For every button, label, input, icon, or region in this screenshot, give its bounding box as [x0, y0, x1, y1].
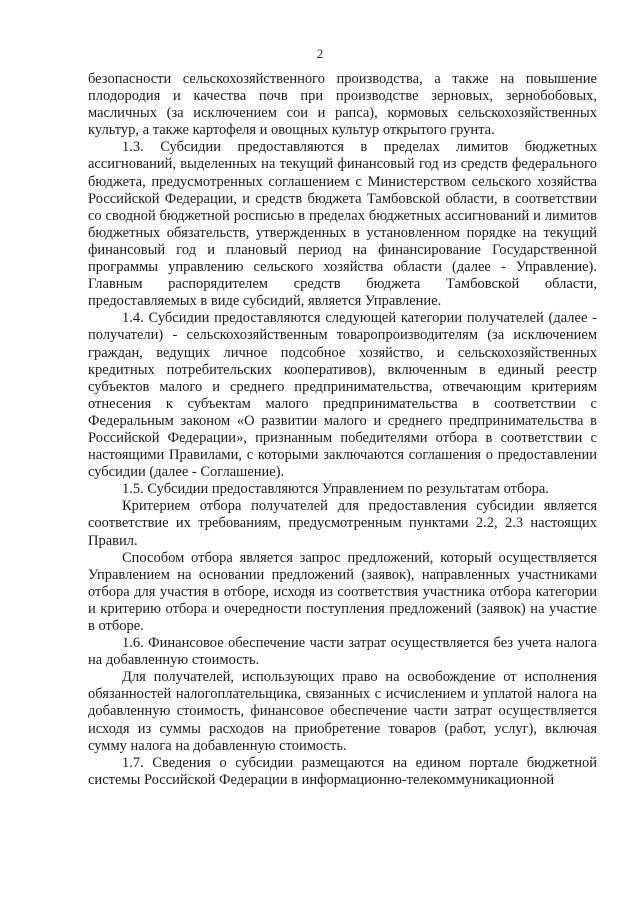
- paragraph-1-6: 1.6. Финансовое обеспечение части затрат осуществляется без учета налога на добавленную стоимость.: [88, 635, 597, 669]
- page-number: 2: [316, 46, 324, 61]
- paragraph-continuation: безопасности сельскохозяйственного производства, а также на повышение плодородия и качества почв при производстве зерновых, зернобобовых, масличных (за исключением сои и рапса), кормовых сельскохозяйственных культур, а также картофеля и овощных культур открытого грунта.: [88, 71, 597, 139]
- paragraph-1-7: 1.7. Сведения о субсидии размещаются на едином портале бюджетной системы Российской Федерации в информационно-телекоммуникационной: [88, 754, 597, 788]
- document-body: [88, 71, 597, 789]
- paragraph-1-4: 1.4. Субсидии предоставляются следующей категории получателей (далее - получатели) - сельскохозяйственным товаропроизводителям (за исключением граждан, ведущих личное подсобное хозяйство, и сельскохозяйственных кредитных потребительских кооперативов), включенным в единый реестр субъектов малого и среднего предпринимательства, отвечающим критериям отнесения к субъектам малого предпринимательства в соответствии с Федеральным законом «О развитии малого и среднего предпринимательства в Российской Федерации», признанным победителями отбора в соответствии с настоящими Правилами, с которыми заключаются соглашения о предоставлении субсидии (далее - Соглашение).: [88, 310, 597, 481]
- paragraph-1-5: 1.5. Субсидии предоставляются Управлением по результатам отбора.: [122, 481, 549, 498]
- paragraph-selection-criterion: Критерием отбора получателей для предоставления субсидии является соответствие их требованиям, предусмотренным пунктами 2.2, 2.3 настоящих Правил.: [88, 498, 597, 549]
- paragraph-vat-exemption: Для получателей, использующих право на освобождение от исполнения обязанностей налогоплательщика, связанных с исчислением и уплатой налога на добавленную стоимость, финансовое обеспечение части затрат осуществляется исходя из суммы расходов на приобретение товаров (работ, услуг), включая сумму налога на добавленную стоимость.: [88, 669, 597, 754]
- paragraph-1-3: 1.3. Субсидии предоставляются в пределах лимитов бюджетных ассигнований, выделенных на текущий финансовый год из средств федерального бюджета, предусмотренных соглашением с Министерством сельского хозяйства Российской Федерации, и средств бюджета Тамбовской области, в соответствии со сводной бюджетной росписью в пределах бюджетных ассигнований и лимитов бюджетных обязательств, утвержденных в установленном порядке на текущий финансовый год и плановый период на финансирование Государственной программы управлению сельского хозяйства области (далее - Управление). Главным распорядителем средств бюджета Тамбовской области, предоставляемых в виде субсидий, является Управление.: [88, 139, 597, 310]
- paragraph-selection-method: Способом отбора является запрос предложений, который осуществляется Управлением на основании предложений (заявок), направленных участниками отбора для участия в отборе, исходя из соответствия участника отбора категории и критерию отбора и очередности поступления предложений (заявок) на участие в отборе.: [88, 549, 597, 634]
